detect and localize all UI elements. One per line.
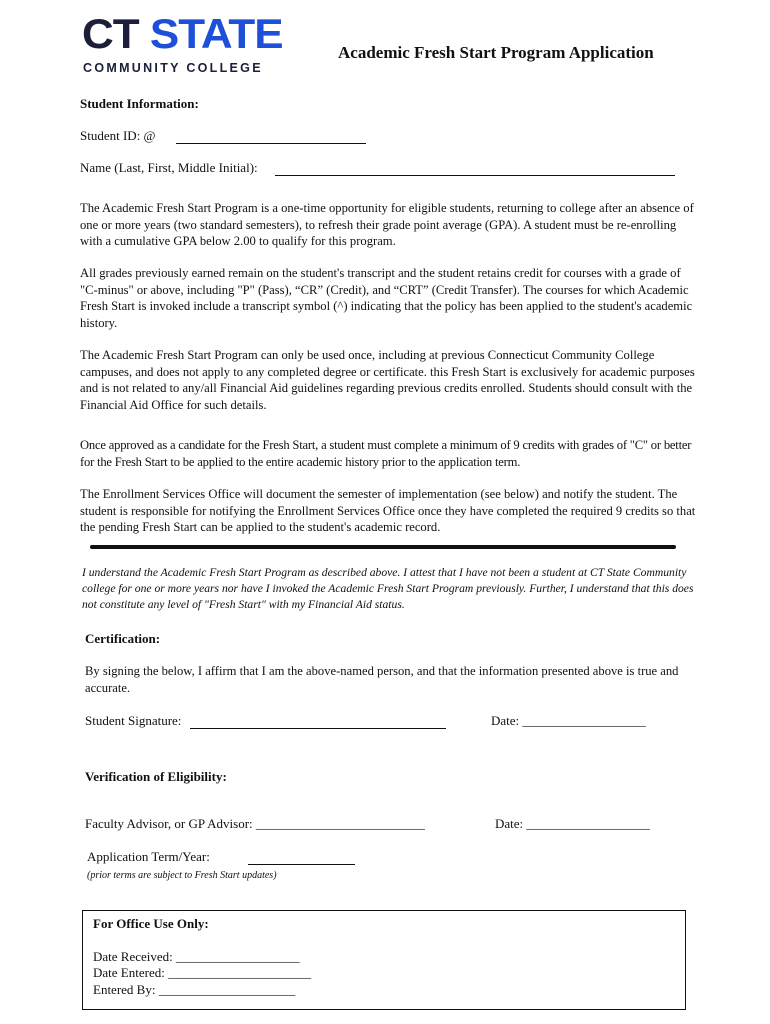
logo-ct-text: CT bbox=[82, 11, 139, 58]
student-signature-field[interactable] bbox=[190, 716, 446, 729]
attestation-text: I understand the Academic Fresh Start Program as described above. I attest that I have not been a student at CT State Community college for one or more years nor have I invoked the Academic Fresh Start Program previously. Further, I understand that this does not constitute any level of "Fresh Start" with my Financial Aid status. bbox=[82, 566, 694, 611]
advisor-field[interactable]: Faculty Advisor, or GP Advisor: __________________________ bbox=[85, 816, 425, 831]
term-label: Application Term/Year: bbox=[87, 849, 210, 864]
paragraph-once: The Academic Fresh Start Program can only be used once, including at previous Connecticut Community College campuses, and does not apply to any completed degree or certificate. this Fresh Start is exclusively for academic purposes and is not related to any/all Financial Aid guidelines regarding previous credits enrolled. Students should consult with the Financial Aid Office for such details. bbox=[80, 348, 695, 412]
verification-date-field[interactable]: Date: ___________________ bbox=[495, 816, 650, 831]
certification-text: By signing the below, I affirm that I am the above-named person, and that the information presented above is true and accurate. bbox=[85, 664, 679, 695]
certification-date-field[interactable]: Date: ___________________ bbox=[491, 713, 646, 728]
office-heading: For Office Use Only: bbox=[93, 916, 209, 931]
paragraph-grades: All grades previously earned remain on the student's transcript and the student retains credit for courses with a grade of "C-minus" or above, including "P" (Pass), “CR” (Credit), and “CRT” (Credit Transfer). The courses for which Academic Fresh Start is invoked include a transcript symbol (^) indicating that the policy has been applied to the student's academic history. bbox=[80, 266, 693, 330]
name-label: Name (Last, First, Middle Initial): bbox=[80, 160, 258, 175]
student-id-label: Student ID: @ bbox=[80, 128, 156, 143]
college-logo bbox=[82, 11, 283, 58]
date-entered-field[interactable]: Date Entered: ______________________ bbox=[93, 965, 312, 980]
paragraph-enrollment: The Enrollment Services Office will document the semester of implementation (see below) and notify the student. The student is responsible for notifying the Enrollment Services Office once they have completed the required 9 credits so that the pending Fresh Start can be applied to the student's academic record. bbox=[80, 487, 696, 534]
paragraph-approved: Once approved as a candidate for the Fresh Start, a student must complete a minimum of 9 credits with grades of "C" or better for the Fresh Start to be applied to the entire academic history prior to the application term. bbox=[80, 438, 692, 469]
date-received-field[interactable]: Date Received: ___________________ bbox=[93, 949, 300, 964]
paragraph-intro: The Academic Fresh Start Program is a one-time opportunity for eligible students, returning to college after an absence of one or more years (two standard semesters), to refresh their grade point average (GPA). A student must be re-enrolling with a cumulative GPA below 2.00 to qualify for this program. bbox=[80, 201, 694, 248]
student-id-row bbox=[80, 128, 156, 144]
student-id-field[interactable] bbox=[176, 131, 366, 144]
name-field[interactable] bbox=[275, 163, 675, 176]
term-note: (prior terms are subject to Fresh Start updates) bbox=[87, 870, 277, 881]
term-field[interactable] bbox=[248, 852, 355, 865]
logo-subtitle: COMMUNITY COLLEGE bbox=[83, 61, 263, 75]
document-title: Academic Fresh Start Program Application bbox=[338, 43, 654, 62]
certification-heading: Certification: bbox=[85, 631, 161, 646]
student-signature-label: Student Signature: bbox=[85, 713, 182, 728]
verification-heading: Verification of Eligibility: bbox=[85, 769, 227, 784]
section-divider bbox=[90, 545, 676, 549]
entered-by-field[interactable]: Entered By: _____________________ bbox=[93, 982, 296, 997]
student-info-heading: Student Information: bbox=[80, 96, 199, 111]
logo-state-text: STATE bbox=[149, 11, 283, 58]
